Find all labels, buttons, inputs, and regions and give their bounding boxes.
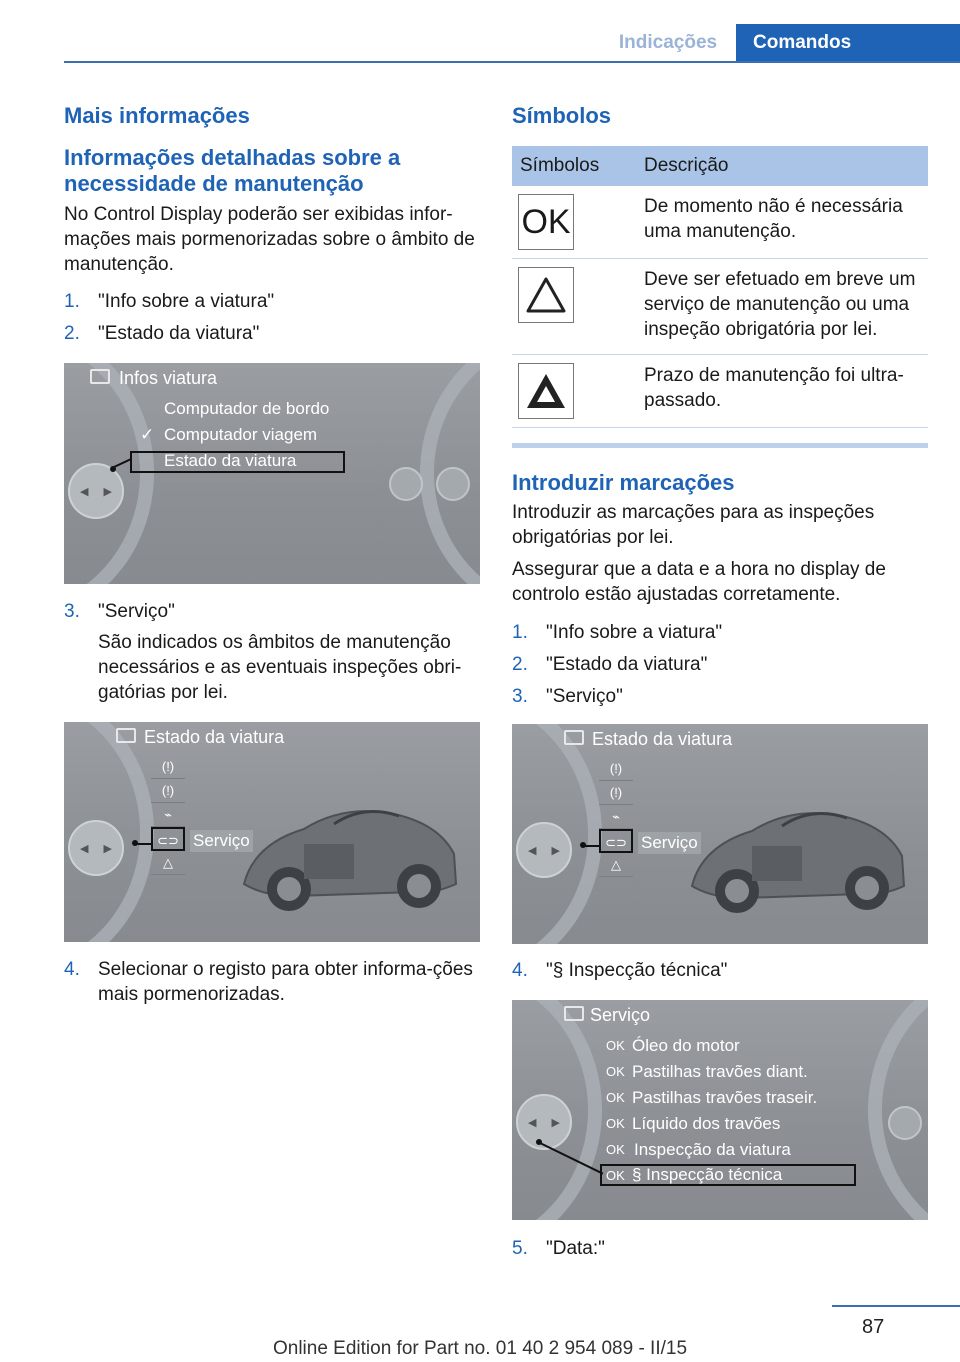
table-header-row [512,146,928,186]
steps-list-b [64,599,480,705]
step-text: "Serviço" [546,685,623,707]
list-item [512,684,928,709]
subheading-introduzir-marcacoes: Introduzir marcações [512,470,735,496]
step-text: "Estado da viatura" [98,322,260,344]
left-column [64,100,480,1007]
check-icon: ✓ [140,424,155,444]
step-detail: São indicados os âmbitos de manutenção necessários e as eventuais inspeções obri‐gatórias por lei. [98,631,462,703]
screen-title: Estado da viatura [144,726,285,747]
subheading-informacoes-detalhadas: Informações detalhadas sobre a necessidade de manutenção [64,145,401,196]
leader-dot [536,1139,542,1145]
right-button-icon [389,467,423,501]
tab-indicacoes[interactable]: Indicações [618,32,718,53]
section-heading-simbolos: Símbolos [512,103,612,128]
step-number: 4. [64,958,80,980]
list-item [64,289,480,314]
screenshot-infos-viatura [64,363,480,584]
menu-item: § Inspecção técnica [632,1164,783,1184]
brake-init-icon: (!) [151,779,185,803]
menu-item: Inspecção da viatura [634,1139,791,1159]
steps-list-right-b [512,958,928,983]
service-label: Serviço [638,832,701,854]
leader-dot [580,842,586,848]
list-item [64,957,480,1007]
warning-icon: △ [599,853,633,877]
list-item [512,652,928,677]
controller-knob-icon: ◀ ▶ [68,820,124,876]
ok-icon [518,194,574,250]
section-separator [512,443,928,448]
symbol-cell [512,186,634,259]
desc-cell: Prazo de manutenção foi ultra‐passado. [634,355,928,428]
oil-icon: ⌁ [151,803,185,827]
warning-outline-icon [518,267,574,323]
list-item [512,958,928,983]
controller-knob-icon: ◀ ▶ [68,463,124,519]
steps-list-right-c [512,1236,928,1261]
screenshot-estado-viatura [64,722,480,942]
step-number: 2. [512,653,528,675]
oil-icon: ⌁ [599,805,633,829]
car-xray-image [682,776,912,926]
list-item [512,1236,928,1261]
step-text: "Info sobre a viatura" [98,290,275,312]
right-button-icon [888,1106,922,1140]
symbols-table [512,146,928,428]
ok-symbol-text: OK [521,202,571,241]
right-column [512,100,928,1261]
screenshot-servico [512,1000,928,1220]
menu-item: Óleo do motor [632,1035,740,1055]
car-status-icon [564,1006,584,1021]
menu-item: Líquido dos travões [632,1113,781,1133]
leader-line [136,843,152,845]
screen-title: Infos viatura [119,367,218,388]
paragraph: Introduzir as marcações para as inspeções obrigatórias por lei. [512,501,875,548]
table-row [512,355,928,428]
screen-title: Serviço [590,1004,651,1025]
step-number: 1. [64,290,80,312]
ok-icon: OK [606,1115,625,1131]
leader-dot [110,466,116,472]
status-icon-column [599,757,633,877]
menu-item: Computador de bordo [164,398,330,418]
intro-paragraph: No Control Display poderão ser exibidas infor‐mações mais pormenorizadas sobre o âmbito de manutenção. [64,203,475,275]
symbol-cell [512,259,634,355]
steps-list-a [64,289,480,346]
service-car-icon: ⊂⊃ [599,829,633,853]
steps-list-right [512,620,928,709]
tab-comandos[interactable]: Comandos [736,24,960,61]
step-text: Selecionar o registo para obter informa‐ções mais pormenorizadas. [98,958,473,1005]
step-number: 1. [512,621,528,643]
leader-line [584,845,600,847]
car-status-icon [564,730,584,745]
section-heading-mais-informacoes: Mais informações [64,103,250,128]
controller-knob-icon: ◀ ▶ [516,1094,572,1150]
screen-title: Estado da viatura [592,728,733,749]
step-text: "Data:" [546,1237,605,1259]
footer-rule [832,1305,960,1307]
screenshot-estado-viatura-2 [512,724,928,944]
list-item [64,321,480,346]
brake-warning-icon: (!) [599,757,633,781]
col-header-desc: Descrição [634,146,928,186]
paragraph: Assegurar que a data e a hora no display de controlo estão ajustadas corretamente. [512,558,886,605]
car-info-icon [90,369,110,384]
step-number: 3. [512,685,528,707]
controller-knob-icon: ◀ ▶ [516,822,572,878]
edition-note: Online Edition for Part no. 01 40 2 954 089 - II/15 [272,1338,688,1359]
service-label: Serviço [190,830,253,852]
menu-item: Pastilhas travões diant. [632,1061,808,1081]
brake-warning-icon: (!) [151,755,185,779]
steps-list-c [64,957,480,1007]
right-button-icon [436,467,470,501]
step-number: 4. [512,959,528,981]
status-icon-column [151,755,185,875]
desc-cell: De momento não é necessária uma manutenção. [634,186,928,259]
menu-item: Computador viagem [164,424,318,444]
brake-init-icon: (!) [599,781,633,805]
list-item [64,599,480,705]
desc-cell: Deve ser efetuado em breve um serviço de manutenção ou uma inspeção obrigatória por lei. [634,259,928,355]
warning-icon: △ [151,851,185,875]
step-number: 5. [512,1237,528,1259]
ok-icon: OK [606,1063,625,1079]
warning-filled-icon [518,363,574,419]
car-status-icon [116,728,136,743]
service-car-icon: ⊂⊃ [151,827,185,851]
table-row [512,259,928,355]
step-number: 2. [64,322,80,344]
step-number: 3. [64,600,80,622]
menu-item: Estado da viatura [164,450,297,470]
menu-item: Pastilhas travões traseir. [632,1087,818,1107]
step-text: "§ Inspecção técnica" [546,959,728,981]
ok-icon: OK [606,1167,625,1183]
leader-dot [132,840,138,846]
symbol-cell [512,355,634,428]
table-row [512,186,928,259]
header-rule [64,61,960,63]
car-xray-image [234,774,464,924]
step-text: "Estado da viatura" [546,653,708,675]
page-number: 87 [862,1316,885,1338]
ok-icon: OK [606,1037,625,1053]
step-text: "Info sobre a viatura" [546,621,723,643]
col-header-symbol: Símbolos [512,146,634,186]
ok-icon: OK [606,1089,625,1105]
ok-icon: OK [606,1141,625,1157]
list-item [512,620,928,645]
step-text: "Serviço" [98,600,175,622]
